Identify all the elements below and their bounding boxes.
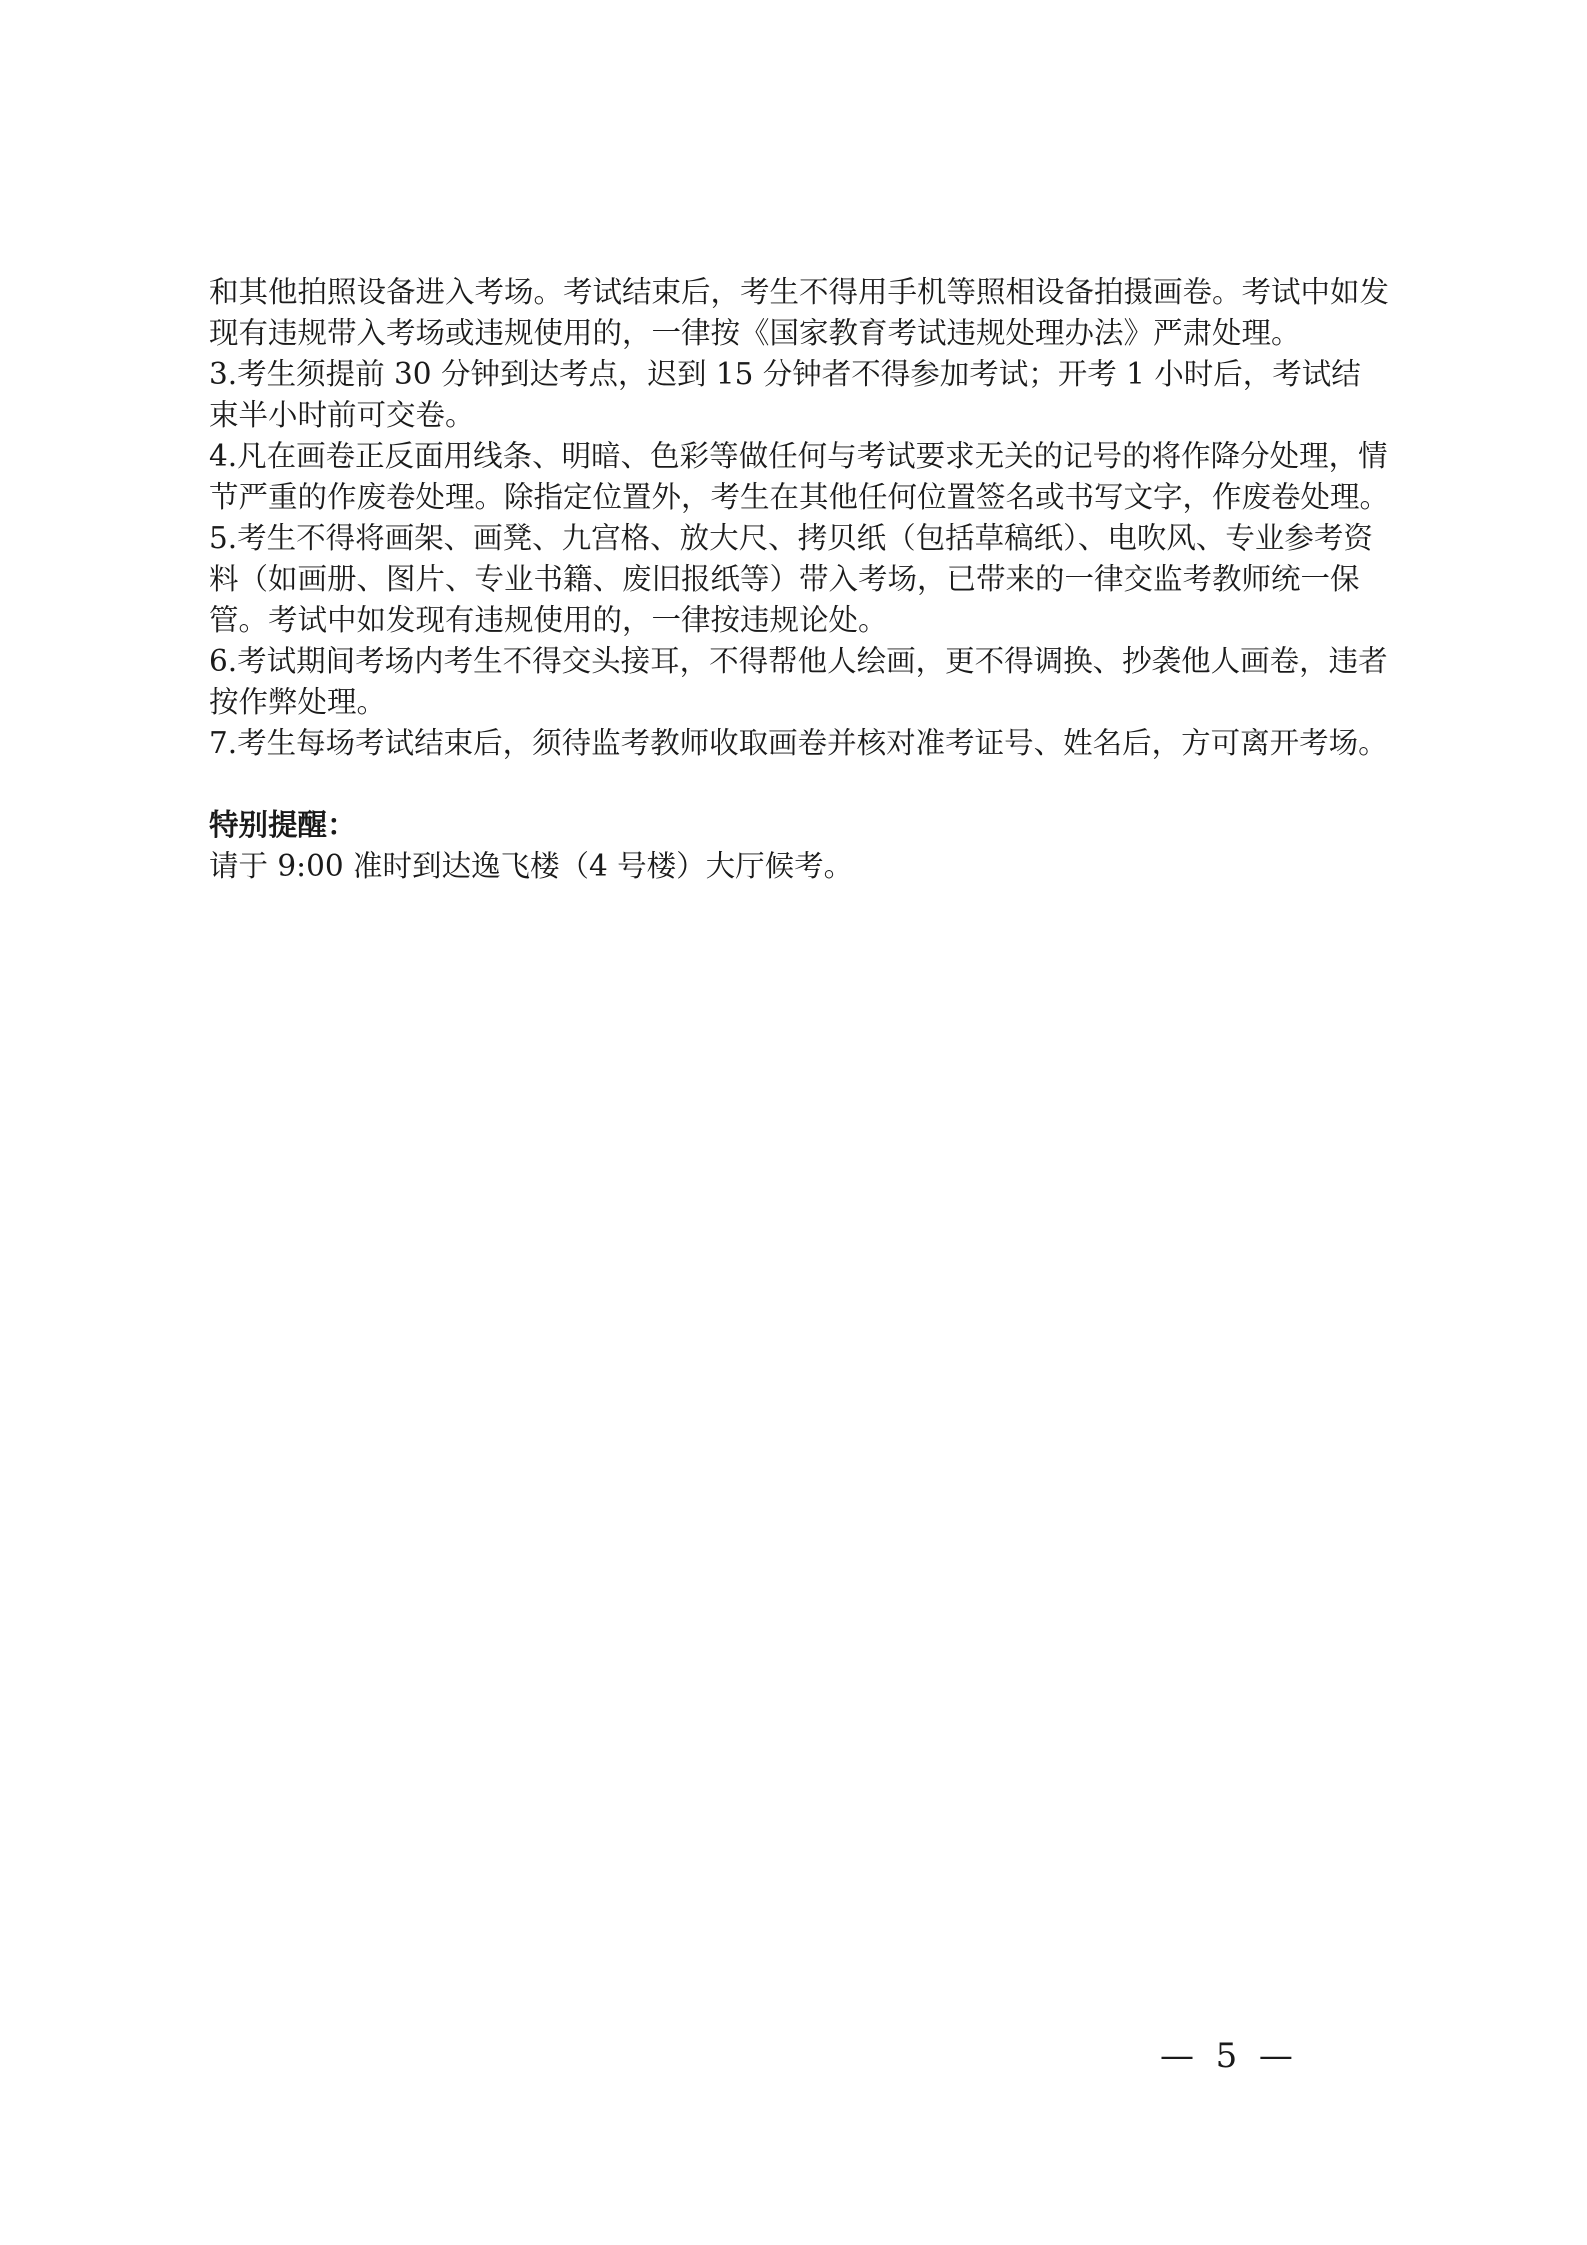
- reminder-heading: 特别提醒：: [209, 808, 357, 842]
- paragraph-rule-3: 3.考生须提前 30 分钟到达考点，迟到 15 分钟者不得参加考试；开考 1 小时后，考试结束半小时前可交卷。: [209, 357, 1361, 432]
- page-number: — 5 —: [1160, 2036, 1293, 2076]
- paragraph-cont: 和其他拍照设备进入考场。考试结束后，考生不得用手机等照相设备拍摄画卷。考试中如发现有违规带入考场或违规使用的，一律按《国家教育考试违规处理办法》严肃处理。: [209, 275, 1390, 350]
- paragraph-rule-4: 4.凡在画卷正反面用线条、明暗、色彩等做任何与考试要求无关的记号的将作降分处理，情节严重的作废卷处理。除指定位置外，考生在其他任何位置签名或书写文字，作废卷处理。: [209, 439, 1390, 514]
- paragraph-rule-6: 6.考试期间考场内考生不得交头接耳，不得帮他人绘画，更不得调换、抄袭他人画卷，违者按作弊处理。: [209, 644, 1388, 719]
- document-body: [209, 272, 1389, 887]
- paragraph-rule-5: 5.考生不得将画架、画凳、九宫格、放大尺、拷贝纸（包括草稿纸）、电吹风、专业参考资料（如画册、图片、专业书籍、废旧报纸等）带入考场，已带来的一律交监考教师统一保管。考试中如发现有违规使用的，一律按违规论处。: [209, 521, 1373, 637]
- paragraph-rule-7: 7.考生每场考试结束后，须待监考教师收取画卷并核对准考证号、姓名后，方可离开考场。: [209, 726, 1388, 760]
- reminder-text: 请于 9:00 准时到达逸飞楼（4 号楼）大厅候考。: [209, 849, 854, 883]
